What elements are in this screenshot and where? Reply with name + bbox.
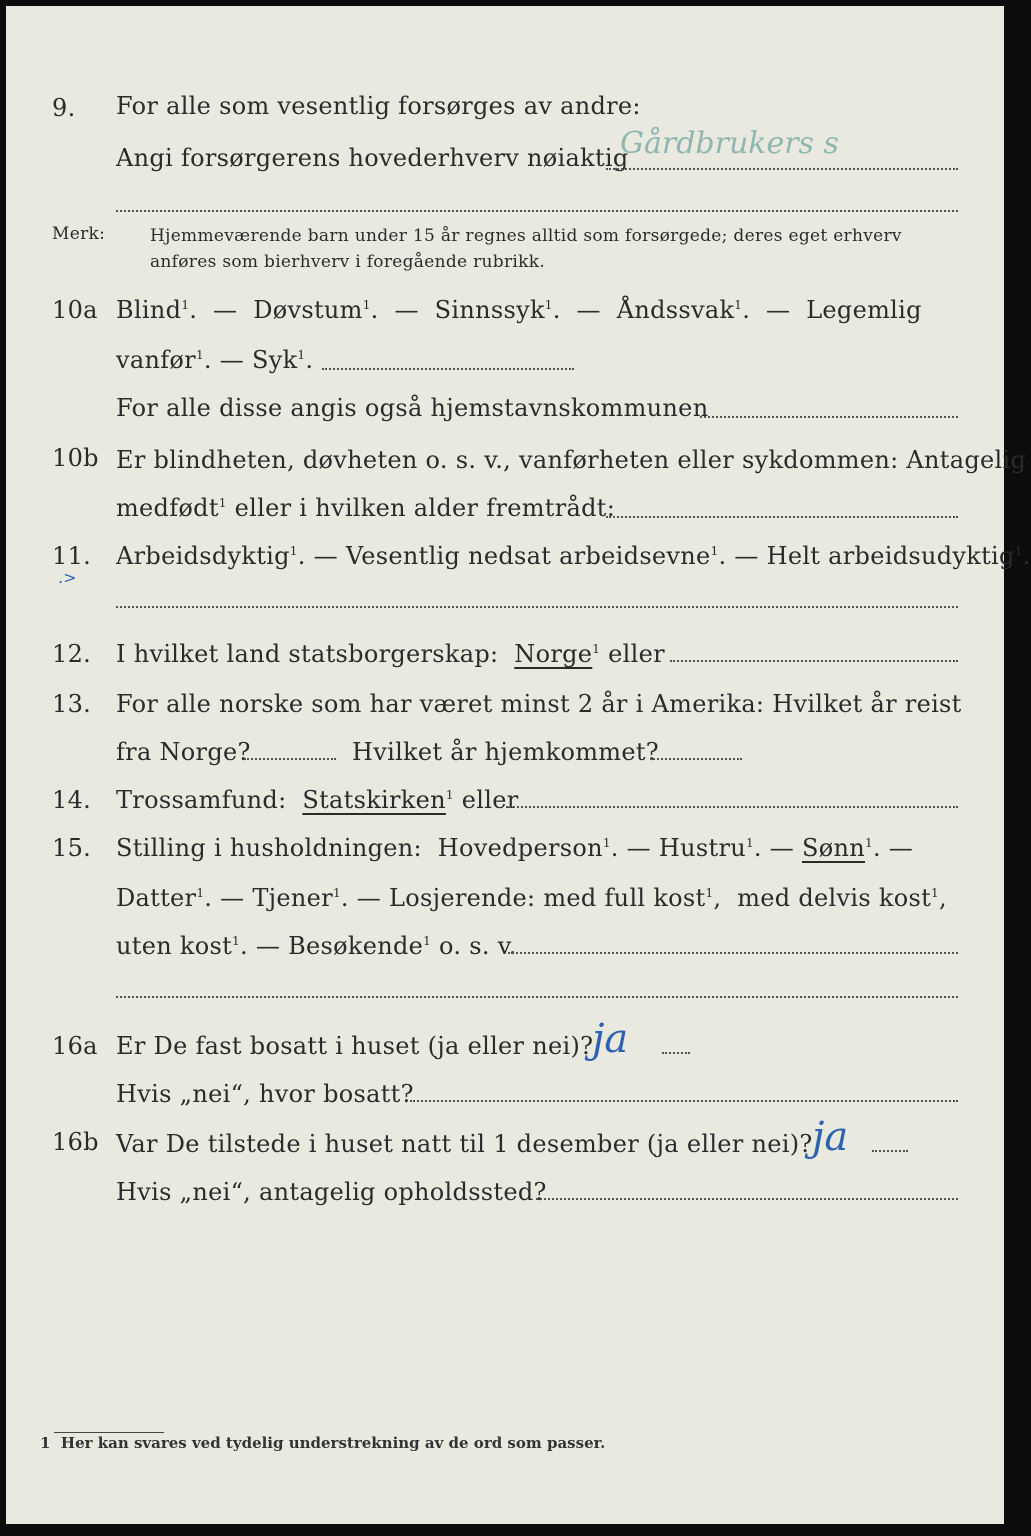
q16a-answer-line (662, 1052, 690, 1054)
q14-text: Trossamfund: (116, 786, 287, 814)
q10a-line2: vanfør$^1$. — Syk$^1$. (116, 346, 314, 374)
q9-handwritten-answer: Gårdbrukers s (620, 126, 839, 161)
q14-number: 14. (52, 786, 92, 814)
q13-line2b: Hvilket år hjemkommet? (352, 738, 659, 766)
q10a-line1: Blind$^1$. — Døvstum$^1$. — Sinnssyk$^1$. — Åndssvak$^1$. — Legemlig (116, 296, 922, 324)
q10a-opt-sinnssyk: Sinnssyk (434, 296, 545, 324)
q10b-opt-medfodt: medfødt (116, 494, 219, 522)
q10b-line1: Er blindheten, døvheten o. s. v., vanførheten eller sykdommen: Antagelig (116, 446, 1027, 474)
q16a-bosatt-line (410, 1100, 958, 1102)
q15-opt-hustru: Hustru (658, 834, 746, 862)
q15-line3: uten kost$^1$. — Besøkende$^1$ o. s. v. (116, 932, 517, 960)
q16b-line1: Var De tilstede i huset natt til 1 desember (ja eller nei)? (116, 1130, 813, 1158)
q11-opt-arbeidsdyktig: Arbeidsdyktig (116, 542, 290, 570)
q15-line2: Datter$^1$. — Tjener$^1$. — Losjerende: med full kost$^1$, med delvis kost$^1$, (116, 884, 947, 912)
q12-number: 12. (52, 640, 92, 668)
q10a-opt-andssvak: Åndssvak (616, 296, 735, 324)
q10b-answer-line (606, 516, 958, 518)
q15-opt-sonn-underlined: Sønn (802, 834, 866, 862)
q16b-opholdssted-line (536, 1198, 958, 1200)
q12-line: I hvilket land statsborgerskap: Norge$^1$ eller (116, 640, 665, 668)
q15-tail: o. s. v. (439, 932, 517, 960)
q12-tail: eller (608, 640, 665, 668)
q14-line: Trossamfund: Statskirken$^1$ eller (116, 786, 519, 814)
q16b-handwritten-answer: ja (812, 1114, 849, 1160)
q16a-line1: Er De fast bosatt i huset (ja eller nei)? (116, 1032, 594, 1060)
q10a-opt-syk: Syk (251, 346, 298, 374)
q16a-number: 16a (52, 1032, 98, 1060)
q9-answer-line (606, 168, 958, 170)
q10a-hjemstavn-line (700, 416, 958, 418)
q15-answer-line-2 (116, 996, 958, 998)
q13-line1: For alle norske som har været minst 2 år i Amerika: Hvilket år reist (116, 690, 962, 718)
q11-line1: Arbeidsdyktig$^1$. — Vesentlig nedsat arbeidsevne$^1$. — Helt arbeidsudyktig$^1$. (116, 542, 1031, 570)
q10a-number: 10a (52, 296, 98, 324)
q12-text: I hvilket land statsborgerskap: (116, 640, 499, 668)
q10a-opt-blind: Blind (116, 296, 182, 324)
footnote-text: Her kan svares ved tydelig understrekning av de ord som passer. (60, 1434, 606, 1452)
q12-opt-norge-underlined: Norge (514, 640, 593, 668)
q14-answer-line (506, 806, 958, 808)
q16b-answer-line (872, 1150, 908, 1152)
q15-opt-losjerende: Losjerende: med full kost (388, 884, 706, 912)
q10b-number: 10b (52, 444, 99, 472)
footnote (40, 1434, 605, 1452)
footnote-mark: 1 (40, 1434, 51, 1452)
q10b-alder-text: eller i hvilken alder fremtrådt: (234, 494, 616, 522)
q10a-opt-vanfor: vanfør (116, 346, 196, 374)
q15-answer-line (508, 952, 958, 954)
q11-opt-udyktig: Helt arbeidsudyktig (766, 542, 1015, 570)
q16b-number: 16b (52, 1128, 99, 1156)
merk-line2: anføres som bierhverv i foregående rubrikk. (150, 252, 546, 272)
q14-tail: eller (461, 786, 519, 814)
q16b-line2: Hvis „nei“, antagelig opholdssted? (116, 1178, 547, 1206)
q13-number: 13. (52, 690, 92, 718)
q15-opt-delvis: med delvis kost (737, 884, 932, 912)
q13-line2a: fra Norge? (116, 738, 251, 766)
q14-opt-statskirken-underlined: Statskirken (302, 786, 446, 814)
q11-tick-mark: .> (58, 568, 77, 587)
q15-opt-tjener: Tjener (252, 884, 333, 912)
footnote-rule (54, 1432, 164, 1433)
q10a-line3: For alle disse angis også hjemstavnskommunen (116, 394, 709, 422)
q13-reist-line (244, 758, 336, 760)
q9-answer-line-2 (116, 210, 958, 212)
merk-line1: Hjemmeværende barn under 15 år regnes alltid som forsørgede; deres eget erhverv (150, 226, 902, 246)
q9-line2: Angi forsørgerens hovederhverv nøiaktig (116, 144, 629, 172)
q12-answer-line (670, 660, 958, 662)
q15-number: 15. (52, 834, 92, 862)
q16a-line2: Hvis „nei“, hvor bosatt? (116, 1080, 414, 1108)
q15-opt-datter: Datter (116, 884, 197, 912)
q15-line1: Stilling i husholdningen: Hovedperson$^1$. — Hustru$^1$. — Sønn$^1$. — (116, 834, 914, 862)
q10a-opt-legemlig: Legemlig (806, 296, 922, 324)
q16a-handwritten-answer: ja (592, 1016, 629, 1062)
q11-number: 11. (52, 542, 92, 570)
q15-opt-besokende: Besøkende (288, 932, 424, 960)
q15-opt-hovedperson: Hovedperson (437, 834, 603, 862)
q9-line1: For alle som vesentlig forsørges av andre: (116, 92, 641, 120)
q15-opt-uten: uten kost (116, 932, 233, 960)
q9-number: 9. (52, 94, 76, 122)
q10a-syk-line (322, 368, 574, 370)
q15-label: Stilling i husholdningen: (116, 834, 422, 862)
q10a-opt-dovstum: Døvstum (253, 296, 363, 324)
q13-hjemkommet-line (650, 758, 742, 760)
q10b-line2: medfødt$^1$ eller i hvilken alder fremtrådt: (116, 494, 616, 522)
census-form-page (6, 6, 1031, 1524)
q11-opt-nedsat: Vesentlig nedsat arbeidsevne (345, 542, 711, 570)
merk-label: Merk: (52, 224, 106, 244)
q11-answer-line (116, 606, 958, 608)
